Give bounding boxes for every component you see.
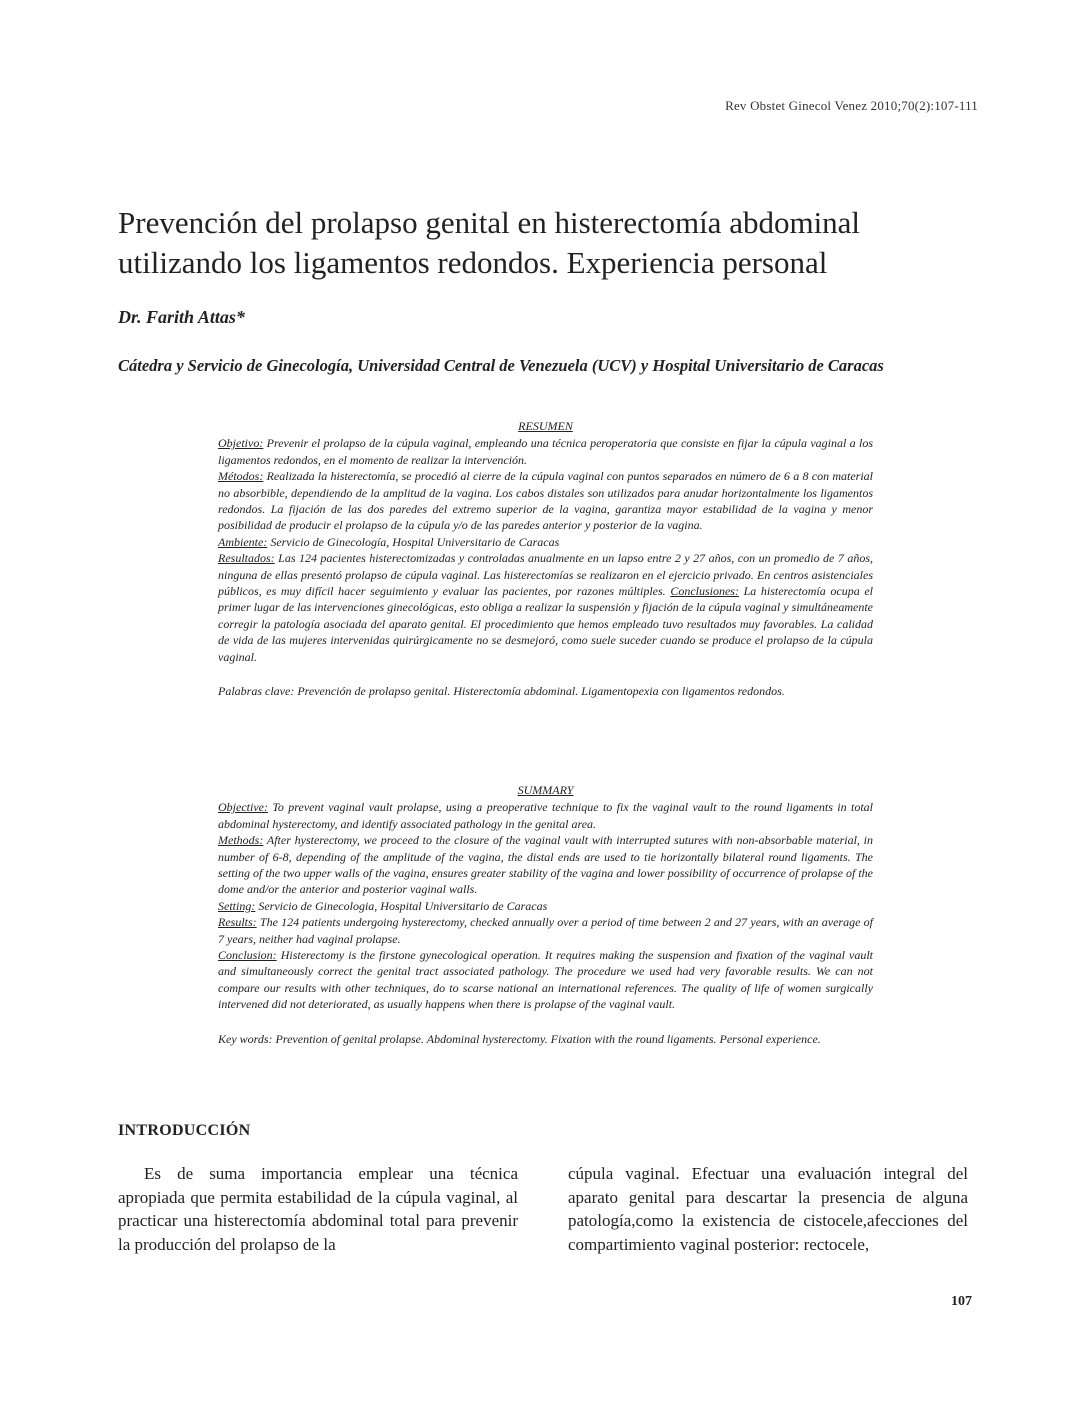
abstract-english [218, 782, 873, 1047]
intro-right-column: cúpula vaginal. Efectuar una evaluación integral del aparato genital para descartar la presencia de alguna patología,como la existencia de cistocele,afecciones del compartimiento vaginal posterior: rectocele, [568, 1164, 968, 1254]
metodos-text: Realizada la histerectomía, se procedió al cierre de la cúpula vaginal con puntos separados en número de 6 a 8 con material no absorbible, dependiendo de la amplitud de la vagina. Los cabos distales son utilizados para anudar horizontalmente los ligamentos redondos. La fijación de las dos paredes del extremo superior de la vagina, garantiza mayor estabilidad de la vagina y menor posibilidad de producir el prolapso de la cúpula y/o de las paredes anterior y posterior de la vagina. [218, 469, 873, 533]
objective-label: Objective: [218, 800, 268, 815]
intro-left-column: Es de suma importancia emplear una técnica apropiada que permita estabilidad de la cúpula vaginal, al practicar una histerectomía abdominal total para prevenir la producción del prolapso de la [118, 1164, 518, 1254]
methods-label: Methods: [218, 833, 264, 848]
page-number: 107 [951, 1294, 972, 1309]
resultados-paragraph [218, 550, 873, 665]
setting-label: Setting: [218, 898, 256, 913]
objective-paragraph [218, 799, 873, 832]
methods-text: After hysterectomy, we proceed to the closure of the vaginal vault with interrupted sutures with non-absorbable material, in number of 6-8, depending of the amplitude of the vagina, the distal ends are used to tie horizontally bilateral round ligaments. The setting of the two upper walls of the vagina, ensures greater stability of the vagina and lower possibility of occurrence of prolapse of the dome and/or the anterior and posterior vaginal walls. [218, 833, 873, 897]
title-line-1: Prevención del prolapso genital en histerectomía abdominal [118, 205, 861, 240]
abstract-spanish [218, 418, 873, 700]
key-words: Key words: Prevention of genital prolapse. Abdominal hysterectomy. Fixation with the round ligaments. Personal experience. [218, 1031, 821, 1046]
resultados-label: Resultados: [218, 551, 275, 566]
palabras-clave: Palabras clave: Prevención de prolapso genital. Histerectomía abdominal. Ligamentopexia con ligamentos redondos. [218, 684, 785, 699]
article-title [118, 203, 998, 283]
resultados-text: Las 124 pacientes histerectomizadas y controladas anualmente en un lapso entre 2 y 27 años, con un promedio de 7 años, ninguna de ellas presentó prolapso de cúpula vaginal. Las histerectomías se realizaron en el ejercicio privado. En centros asistenciales públicos, es muy difícil hacer seguimiento y evaluar las pacientes, por razones múltiples. [218, 551, 873, 599]
results-text: The 124 patients undergoing hysterectomy, checked annually over a period of time between 2 and 27 years, with an average of 7 years, neither had vaginal prolapse. [218, 915, 873, 946]
conclusiones-label: Conclusiones: [670, 584, 739, 599]
journal-citation: Rev Obstet Ginecol Venez 2010;70(2):107-111 [725, 98, 978, 113]
author-name: Dr. Farith Attas* [118, 307, 245, 327]
methods-paragraph [218, 832, 873, 898]
results-paragraph [218, 914, 873, 947]
resumen-heading: RESUMEN [518, 419, 573, 433]
ambiente-text: Servicio de Ginecología, Hospital Universitario de Caracas [267, 534, 560, 549]
conclusiones-text: La histerectomía ocupa el primer lugar de las intervenciones ginecológicas, esto obliga a realizar la suspensión y fijación de la cúpula vaginal y simultáneamente corregir la patología asociada del aparato genital. El procedimiento que hemos empleado tuvo resultados muy favorables. La calidad de vida de las mujeres intervenidas quirúrgicamente no se desmejoró, como suele suceder cuando se produce el prolapso de la cúpula vaginal. [218, 584, 873, 664]
summary-heading: SUMMARY [517, 783, 574, 797]
author-affiliation: Cátedra y Servicio de Ginecología, Universidad Central de Venezuela (UCV) y Hospital Universitario de Caracas [118, 356, 884, 375]
metodos-paragraph [218, 468, 873, 534]
ambiente-paragraph [218, 534, 873, 550]
conclusion-paragraph [218, 947, 873, 1013]
objetivo-label: Objetivo: [218, 436, 264, 451]
objetivo-paragraph [218, 435, 873, 468]
conclusion-text: Histerectomy is the firstone gynecological operation. It requires making the suspension and fixation of the vaginal vault and simultaneously correct the genital tract associated pathology. The procedure we used had very favorable results. We can not compare our results with other techniques, do to scarse national an international references. The quality of life of women surgically intervened did not deteriorated, as usually happens when there is prolapse of the vaginal vault. [218, 948, 873, 1012]
setting-text: Servicio de Ginecologia, Hospital Universitario de Caracas [255, 898, 548, 913]
ambiente-label: Ambiente: [218, 534, 268, 549]
setting-paragraph [218, 898, 873, 914]
metodos-label: Métodos: [218, 469, 264, 484]
objetivo-text: Prevenir el prolapso de la cúpula vaginal, empleando una técnica peroperatoria que consiste en fijar la cúpula vaginal a los ligamentos redondos, en el momento de realizar la intervención. [218, 436, 873, 467]
title-line-2: utilizando los ligamentos redondos. Experiencia personal [118, 245, 828, 280]
conclusion-label: Conclusion: [218, 948, 277, 963]
introduccion-heading: INTRODUCCIÓN [118, 1122, 251, 1139]
results-label: Results: [218, 915, 257, 930]
objective-text: To prevent vaginal vault prolapse, using a preoperative technique to fix the vaginal vault to the round ligaments in total abdominal hysterectomy, and identify associated pathology in the genital area. [218, 800, 873, 831]
